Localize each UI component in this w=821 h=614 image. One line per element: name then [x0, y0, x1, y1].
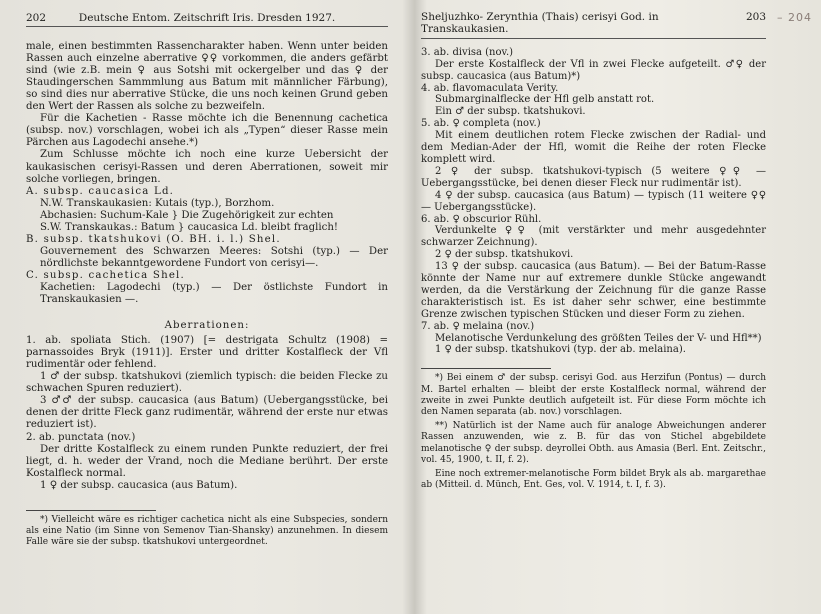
paragraph: Zum Schlusse möchte ich noch eine kurze Uebersicht der kaukasischen cerisyi-Rassen und deren Aberrationen, soweit mir solche vorliegen, bringen. — [26, 149, 388, 185]
aberration-head: 2. ab. punctata (nov.) — [26, 431, 136, 443]
aberration-head: 4. ab. flavomaculata Verity. — [421, 82, 559, 94]
race-label: A. subsp. caucasica Ld. — [26, 185, 175, 197]
aberration-line: 2 ♀ der subsp. tkatshukovi-typisch (5 weitere ♀♀ — Uebergangsstücke, bei denen dieser Fleck nur rudimentär ist). — [421, 165, 766, 189]
paragraph: male, einen bestimmten Rassencharakter haben. Wenn unter beiden Rassen auch einzelne aberrative ♀♀ vorkommen, die anders gefärbt sind (wie z.B. mein ♀ aus Sotshi mit ockergelber und das ♀ der Staudingerschen Sammmlung aus Batum mit männlicher Färbung), so sind dies nur aberrative Stücke, die uns noch keinen Grund geben den Wert der Rassen als solche zu bezweifeln. — [26, 41, 388, 113]
right-page — [421, 12, 766, 491]
race-line: S.W. Transkaukas.: Batum } caucasica Ld. bleibt fraglich! — [40, 221, 338, 233]
footnote-divider — [26, 510, 156, 511]
pencil-annotation: – 204 — [777, 11, 812, 24]
aberration-line: Der erste Kostalfleck der Vfl in zwei Flecke aufgeteilt. ♂♀ der subsp. caucasica (aus Batum)*) — [421, 58, 766, 82]
aberration-line: 3 ♂♂ der subsp. caucasica (aus Batum) (Uebergangsstücke, bei denen der dritte Fleck ganz rudimentär, während der erste nur etwas reduziert ist). — [26, 395, 388, 431]
footnote: Eine noch extremer-melanotische Form bildet Bryk als ab. margarethae ab (Mitteil. d. Münch, Ent. Ges, vol. V. 1914, t. I, f. 3). — [421, 469, 766, 491]
footnote: **) Natürlich ist der Name auch für analoge Abweichungen anderer Rassen anzuwenden, wie z. B. für das von Stichel abgebildete melanotische ♀ der subsp. deyrollei Obth. aus Amasia (Berl. Ent. Zeitschr., vol. 45, 1900, t. II, f. 2). — [421, 421, 766, 465]
aberration-head: 7. ab. ♀ melaina (nov.) — [421, 320, 535, 332]
footnote: *) Bei einem ♂ der subsp. cerisyi God. aus Herzifun (Pontus) — durch M. Bartel erhalten — bleibt der erste Kostalfleck normal, während der zweite in zwei Punkte deutlich aufgeteilt ist. Für diese Form möchte ich den Namen separata (ab. nov.) vorschlagen. — [421, 373, 766, 417]
aberration-line: 1 ♀ der subsp. caucasica (aus Batum). — [40, 479, 238, 491]
race-line: Abchasien: Suchum-Kale } Die Zugehörigkeit zur echten — [40, 209, 334, 221]
race-label: B. subsp. tkatshukovi (O. BH. i. l.) Shel. — [26, 233, 281, 245]
paragraph: Für die Kachetien - Rasse möchte ich die Benennung cachetica (subsp. nov.) vorschlagen, wobei ich als „Typen“ dieser Rasse mein Pärchen aus Lagodechi ansehe.*) — [26, 113, 388, 149]
aberration-head: 1. ab. spoliata Stich. (1907) [= destrigata Schultz (1908) = parnassoides Bryk (1911)]. Erster und dritter Kostalfleck der Vfl rudimentär oder fehlend. — [26, 335, 388, 371]
left-page — [26, 12, 388, 548]
aberration-head: 5. ab. ♀ completa (nov.) — [421, 118, 541, 130]
race-line: Gouvernement des Schwarzen Meeres: Sotshi (typ.) — Der nördlichste bekanntgewordene Fundort von cerisyi—. — [40, 245, 388, 269]
race-label: C. subsp. cachetica Shel. — [26, 269, 185, 281]
section-heading: Aberrationen: — [164, 320, 250, 332]
aberration-line: Verdunkelte ♀♀ (mit verstärkter und mehr ausgedehnter schwarzer Zeichnung). — [421, 225, 766, 249]
aberration-line: Submarginalflecke der Hfl gelb anstatt rot. — [435, 94, 655, 106]
race-line: N.W. Transkaukasien: Kutais (typ.), Borzhom. — [40, 197, 275, 209]
aberration-line: Ein ♂ der subsp. tkatshukovi. — [435, 106, 586, 118]
aberration-line: Der dritte Kostalfleck zu einem runden Punkte reduziert, der frei liegt, d. h. weder der Vrand, noch die Mediane berührt. Der erste Kostalfleck normal. — [26, 443, 388, 479]
footnote-divider — [421, 368, 551, 369]
race-line: Kachetien: Lagodechi (typ.) — Der östlichste Fundort in Transkaukasien —. — [40, 281, 388, 306]
aberration-line: 1 ♀ der subsp. tkatshukovi (typ. der ab. melaina). — [435, 344, 686, 356]
aberration-line: Mit einem deutlichen rotem Flecke zwischen der Radial- und dem Median-Ader der Hfl, womit die Reihe der roten Flecke komplett wird. — [421, 130, 766, 165]
right-page-header — [421, 12, 766, 39]
footnote: *) Vielleicht wäre es richtiger cachetica nicht als eine Subspecies, sondern als eine Natio (im Sinne von Semenov Tian-Shansky) anzunehmen. In diesem Falle wäre sie der subsp. tkatshukovi untergeordnet. — [26, 514, 388, 548]
running-title: Sheljuzhko- Zerynthia (Thais) cerisyi God. in Transkaukasien. — [421, 11, 659, 35]
page-number: 202 — [26, 12, 47, 24]
aberration-line: 13 ♀ der subsp. caucasica (aus Batum). — Bei der Batum-Rasse könnte der Name nur auf extremere dunkle Stücke angewandt werden, da die Verstärkung der Zeichnung für die ganze Rasse charakteristisch ist. Es ist daher sehr schwer, eine bestimmte Grenze zwischen typischen Stücken und dieser Form zu ziehen. — [421, 261, 766, 320]
left-page-header — [26, 12, 388, 27]
aberration-head: 6. ab. ♀ obscurior Rühl. — [421, 213, 542, 225]
aberration-head: 3. ab. divisa (nov.) — [421, 46, 514, 58]
aberration-line: Melanotische Verdunkelung des größten Teiles der V- und Hfl**) — [435, 332, 762, 344]
aberration-line: 1 ♂ der subsp. tkatshukovi (ziemlich typisch: die beiden Flecke zu schwachen Spuren reduziert). — [26, 371, 388, 395]
page-number: 203 — [745, 11, 766, 23]
aberration-line: 4 ♀ der subsp. caucasica (aus Batum) — typisch (11 weitere ♀♀ — Uebergangsstücke). — [421, 189, 766, 213]
aberration-line: 2 ♀ der subsp. tkatshukovi. — [435, 249, 574, 261]
running-title: Deutsche Entom. Zeitschrift Iris. Dresden 1927. — [78, 12, 336, 24]
